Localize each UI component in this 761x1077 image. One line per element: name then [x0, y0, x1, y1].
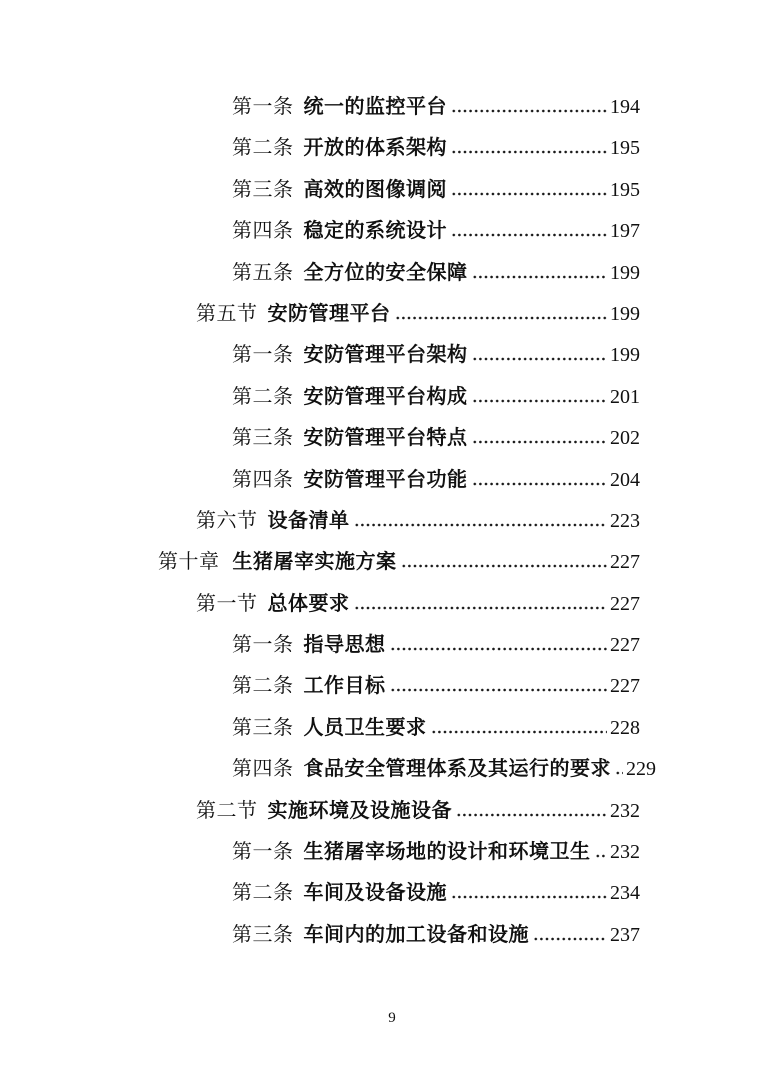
toc-leader-dots — [390, 688, 608, 692]
toc-entry-page-number: 227 — [610, 551, 640, 574]
toc-entry-label: 第一条 — [232, 344, 294, 367]
toc-leader-dots — [472, 399, 608, 403]
toc-entry-title: 车间及设备设施 — [303, 882, 447, 905]
toc-entry-page-number: 227 — [610, 592, 640, 615]
toc-entry[interactable] — [0, 542, 761, 583]
toc-entry-page-number: 228 — [610, 716, 640, 739]
toc-entry[interactable] — [0, 460, 761, 501]
toc-entry-page-number: 232 — [610, 799, 640, 822]
toc-entry[interactable] — [0, 749, 761, 790]
toc-entry[interactable] — [0, 418, 761, 459]
toc-entry-label: 第二条 — [232, 385, 294, 408]
toc-entry-title: 安防管理平台功能 — [303, 468, 468, 491]
toc-leader-dots — [472, 275, 608, 279]
toc-entry-title: 稳定的系统设计 — [303, 220, 447, 243]
toc-entry-title: 安防管理平台特点 — [303, 427, 468, 450]
toc-entry[interactable] — [0, 253, 761, 294]
toc-entry-page-number: 202 — [610, 427, 640, 450]
toc-leader-dots — [451, 895, 607, 899]
toc-entry-page-number: 227 — [610, 634, 640, 657]
toc-entry[interactable] — [0, 584, 761, 625]
toc-entry-label: 第一条 — [232, 841, 294, 864]
toc-entry-page-number: 204 — [610, 468, 640, 491]
toc-entry-title: 生猪屠宰实施方案 — [232, 551, 397, 574]
toc-leader-dots — [451, 150, 607, 154]
toc-leader-dots — [595, 854, 608, 858]
toc-entry[interactable] — [0, 87, 761, 128]
toc-leader-dots — [354, 606, 608, 610]
toc-leader-dots — [390, 647, 608, 651]
toc-entry[interactable] — [0, 666, 761, 707]
toc-entry-title: 全方位的安全保障 — [303, 261, 468, 284]
toc-entry-title: 统一的监控平台 — [303, 96, 447, 118]
toc-entry-label: 第一条 — [232, 96, 294, 118]
toc-entry-page-number: 227 — [610, 675, 640, 698]
toc-entry[interactable] — [0, 873, 761, 914]
toc-entry-page-number: 199 — [610, 344, 640, 367]
toc-entry-label: 第二条 — [232, 137, 294, 160]
toc-entry-label: 第五节 — [196, 302, 258, 325]
toc-entry-label: 第四条 — [232, 468, 294, 491]
toc-leader-dots — [472, 482, 608, 486]
toc-entry[interactable] — [0, 294, 761, 335]
toc-leader-dots — [472, 440, 608, 444]
toc-entry-page-number: 194 — [610, 96, 640, 118]
toc-leader-dots — [401, 564, 608, 568]
toc-entry-label: 第三条 — [232, 178, 294, 201]
toc-entry-page-number: 195 — [610, 137, 640, 160]
toc-entry-page-number: 229 — [626, 758, 656, 781]
toc-entry-title: 工作目标 — [303, 675, 386, 698]
toc-entry-page-number: 223 — [610, 509, 640, 532]
toc-entry[interactable] — [0, 791, 761, 832]
toc-entry-title: 设备清单 — [267, 509, 350, 532]
toc-entry[interactable] — [0, 170, 761, 211]
toc-leader-dots — [431, 730, 608, 734]
toc-leader-dots — [395, 316, 608, 320]
toc-entry-title: 开放的体系架构 — [303, 137, 447, 160]
toc-entry[interactable] — [0, 335, 761, 376]
toc-entry-label: 第三条 — [232, 923, 294, 946]
toc-entry[interactable] — [0, 625, 761, 666]
toc-leader-dots — [472, 357, 608, 361]
toc-entry-label: 第二节 — [196, 799, 258, 822]
toc-entry[interactable] — [0, 708, 761, 749]
toc-entry-page-number: 237 — [610, 923, 640, 946]
toc-entry-label: 第二条 — [232, 675, 294, 698]
toc-entry-title: 总体要求 — [267, 592, 350, 615]
toc-entry-title: 车间内的加工设备和设施 — [303, 923, 529, 946]
toc-entry-page-number: 201 — [610, 385, 640, 408]
toc-entry-page-number: 232 — [610, 841, 640, 864]
toc-entry[interactable] — [0, 501, 761, 542]
toc-entry-title: 指导思想 — [303, 634, 386, 657]
toc-leader-dots — [451, 109, 607, 113]
toc-entry-label: 第六节 — [196, 509, 258, 532]
toc-leader-dots — [533, 937, 607, 941]
table-of-contents — [0, 87, 761, 956]
toc-entry[interactable] — [0, 832, 761, 873]
toc-entry-page-number: 199 — [610, 261, 640, 284]
toc-entry-title: 实施环境及设施设备 — [267, 799, 452, 822]
toc-entry-title: 安防管理平台架构 — [303, 344, 468, 367]
toc-entry-title: 安防管理平台构成 — [303, 385, 468, 408]
toc-entry-title: 食品安全管理体系及其运行的要求 — [303, 758, 611, 781]
toc-leader-dots — [451, 233, 607, 237]
toc-leader-dots — [456, 813, 607, 817]
toc-leader-dots — [615, 771, 623, 775]
toc-entry-label: 第四条 — [232, 758, 294, 781]
toc-entry[interactable] — [0, 915, 761, 956]
toc-entry-label: 第二条 — [232, 882, 294, 905]
toc-entry-title: 生猪屠宰场地的设计和环境卫生 — [303, 841, 591, 864]
toc-entry-label: 第三条 — [232, 427, 294, 450]
toc-entry-page-number: 199 — [610, 302, 640, 325]
toc-entry-label: 第五条 — [232, 261, 294, 284]
toc-entry-page-number: 197 — [610, 220, 640, 243]
toc-leader-dots — [354, 523, 608, 527]
toc-entry[interactable] — [0, 377, 761, 418]
toc-entry-label: 第三条 — [232, 716, 294, 739]
toc-entry-title: 高效的图像调阅 — [303, 178, 447, 201]
toc-entry[interactable] — [0, 128, 761, 169]
page-number-footer: 9 — [388, 1010, 396, 1026]
toc-entry-page-number: 195 — [610, 178, 640, 201]
toc-entry[interactable] — [0, 211, 761, 252]
toc-entry-label: 第十章 — [158, 551, 220, 574]
toc-entry-label: 第四条 — [232, 220, 294, 243]
toc-entry-page-number: 234 — [610, 882, 640, 905]
toc-entry-label: 第一条 — [232, 634, 294, 657]
toc-entry-title: 安防管理平台 — [267, 302, 391, 325]
toc-leader-dots — [451, 192, 607, 196]
toc-entry-label: 第一节 — [196, 592, 258, 615]
toc-entry-title: 人员卫生要求 — [303, 716, 427, 739]
